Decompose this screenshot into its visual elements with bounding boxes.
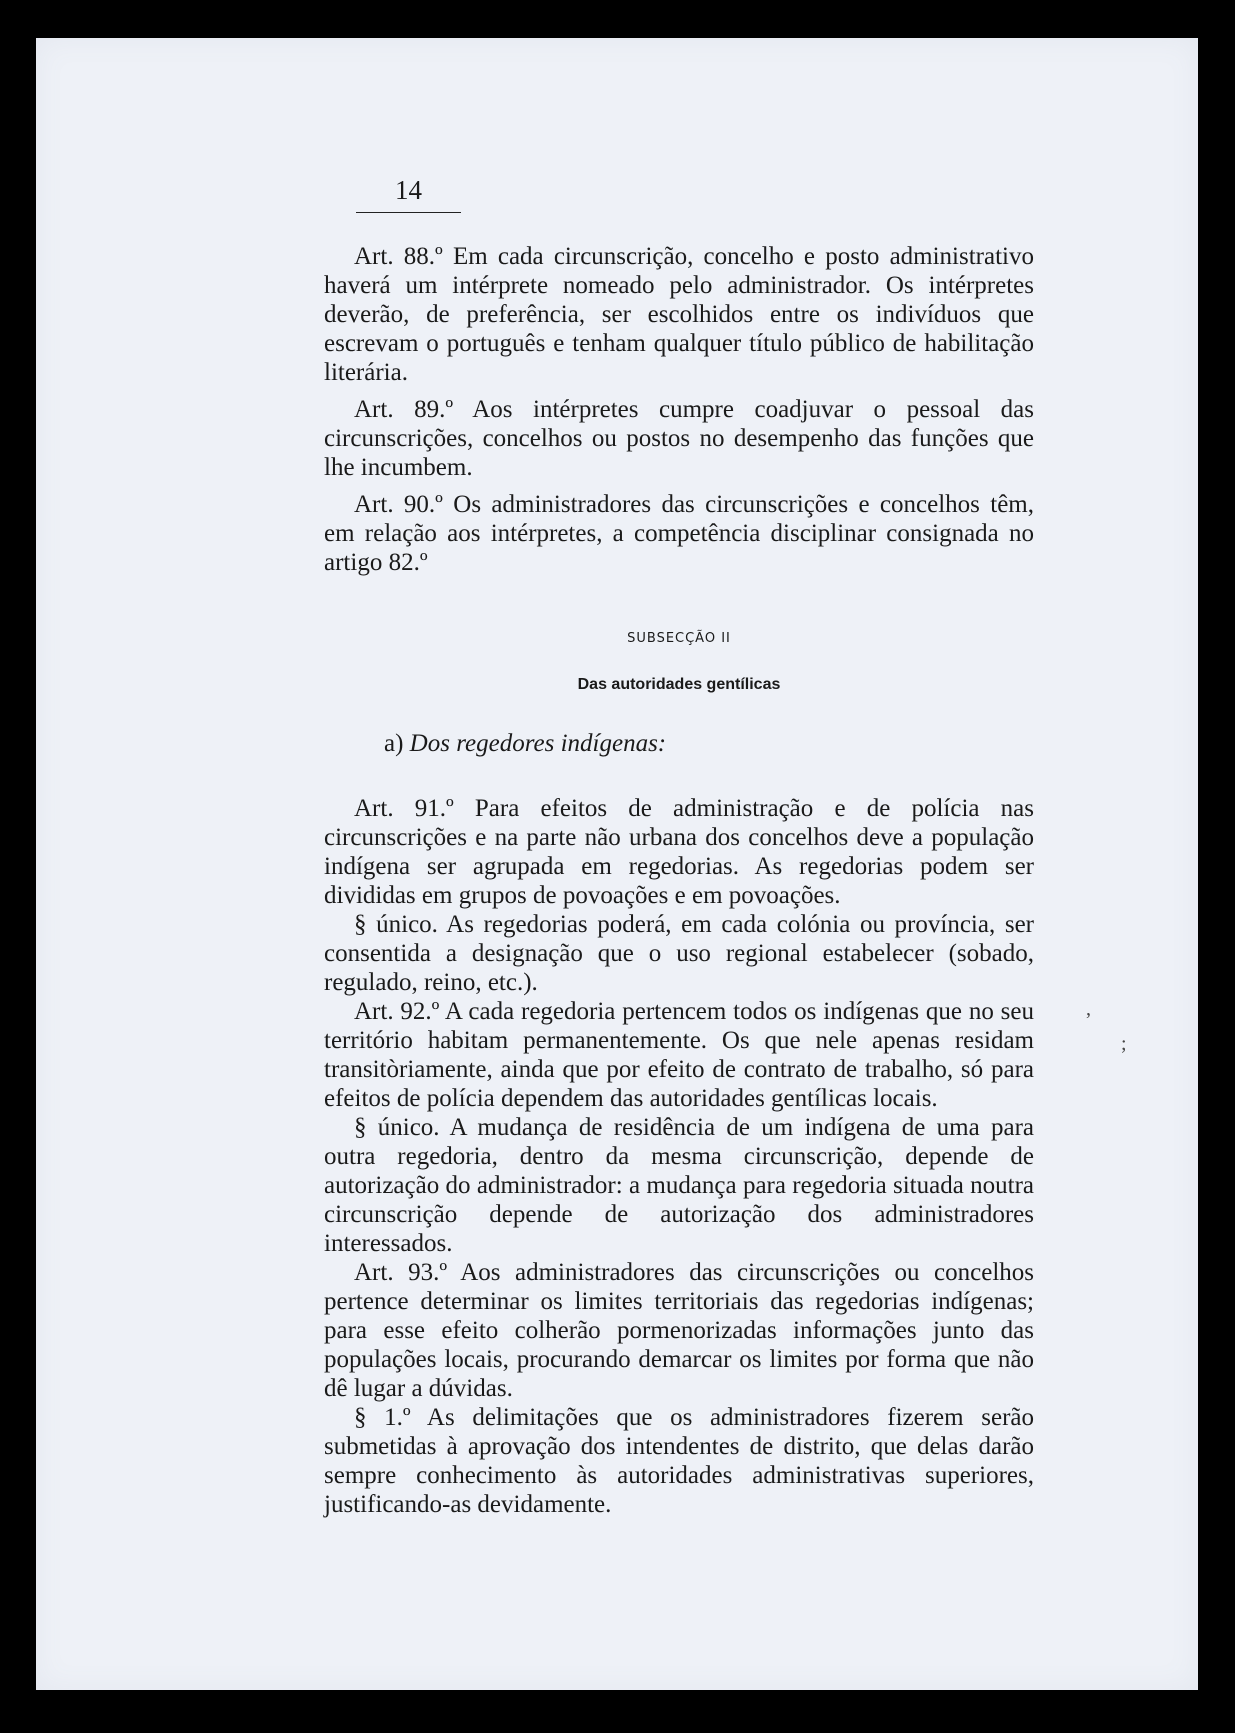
article-89: Art. 89.º Aos intérpretes cumpre coadjuvar o pessoal das circunscrições, concelhos ou postos no desempenho das funções que lhe incumbem. xyxy=(324,396,1034,481)
subsection-heading xyxy=(384,730,1034,758)
article-92: Art. 92.º A cada regedoria pertencem todos os indígenas que no seu território habitam permanentemente. Os que nele apenas residam transitòriamente, ainda que por efeito de contrato de trabalho, só para efeitos de polícia dependem das autoridades gentílicas locais. xyxy=(324,998,1034,1112)
document-body xyxy=(324,242,1034,1519)
stray-mark: , xyxy=(1086,998,1091,1020)
article-91-paragraph-unico: § único. As regedorias poderá, em cada colónia ou província, ser consentida a designação que o uso regional estabelecer (sobado, regulado, reino, etc.). xyxy=(324,911,1034,996)
article-93: Art. 93.º Aos administradores das circunscrições ou concelhos pertence determinar os limites territoriais das regedorias indígenas; para esse efeito colherão pormenorizadas informações junto das populações locais, procurando demarcar os limites por forma que não dê lugar a dúvidas. xyxy=(324,1259,1034,1402)
subsection-letter: a) xyxy=(384,730,404,757)
stray-mark: ; xyxy=(1121,1033,1127,1055)
article-91: Art. 91.º Para efeitos de administração e de polícia nas circunscrições e na parte não urbana dos concelhos deve a população indígena ser agrupada em regedorias. As regedorias podem ser divididas em grupos de povoações e em povoações. xyxy=(324,795,1034,909)
subsection-title: Dos regedores indígenas: xyxy=(409,730,667,757)
article-90: Art. 90.º Os administradores das circunscrições e concelhos têm, em relação aos intérpretes, a competência disciplinar consignada no artigo 82.º xyxy=(324,491,1034,576)
document-page xyxy=(36,38,1198,1690)
article-88: Art. 88.º Em cada circunscrição, concelho e posto administrativo haverá um intérprete nomeado pelo administrador. Os intérpretes deverão, de preferência, ser escolhidos entre os indivíduos que escrevam o português e tenham qualquer título público de habilitação literária. xyxy=(324,243,1034,386)
page-number: 14 xyxy=(356,174,461,213)
subsection-label: SUBSECÇÃO II xyxy=(627,631,731,646)
article-93-paragraph-1: § 1.º As delimitações que os administradores fizerem serão submetidas à aprovação dos intendentes de distrito, que delas darão sempre conhecimento às autoridades administrativas superiores, justificando-as devidamente. xyxy=(324,1404,1034,1518)
section-title: Das autoridades gentílicas xyxy=(577,676,781,693)
article-92-paragraph-unico: § único. A mudança de residência de um indígena de uma para outra regedoria, dentro da mesma circunscrição, depende de autorização do administrador: a mudança para regedoria situada noutra circunscrição depende de autorização dos administradores interessados. xyxy=(324,1114,1034,1257)
